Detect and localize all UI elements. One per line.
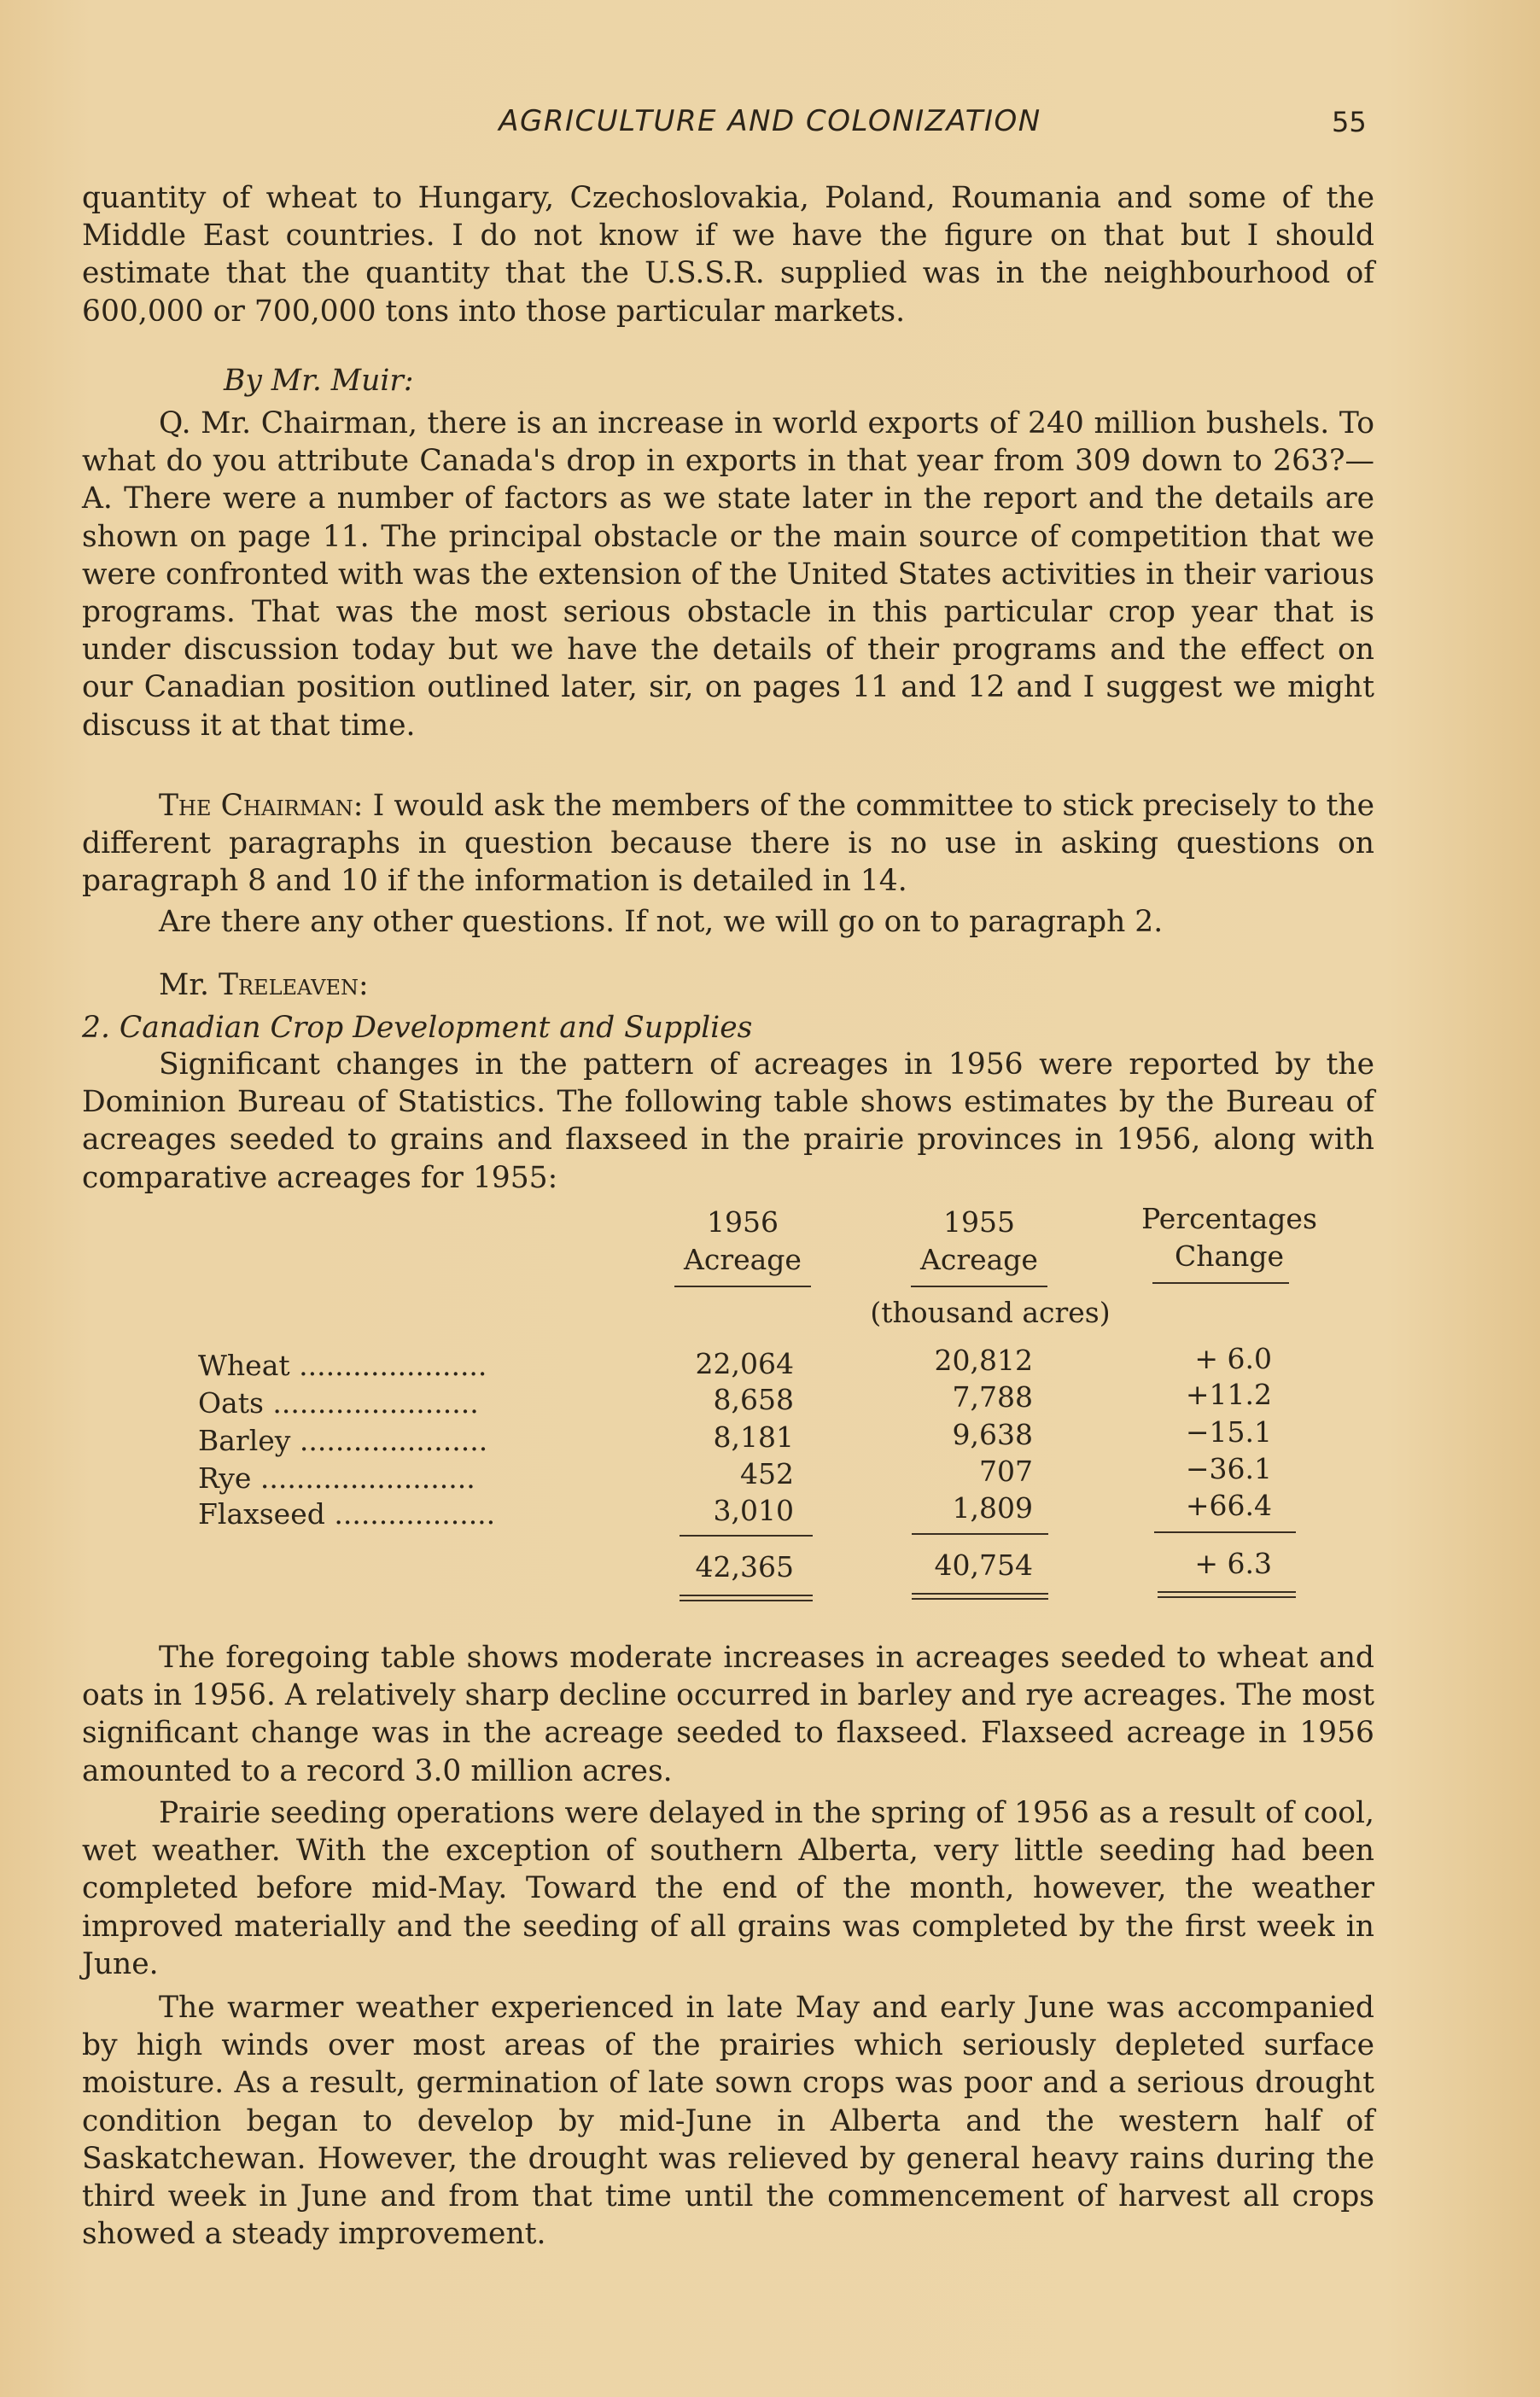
col-header-change: Change [1174,1239,1285,1273]
cell-1956: 3,010 [713,1494,794,1527]
cell-1955: 20,812 [934,1344,1033,1377]
section-heading: 2. Canadian Crop Development and Supplies [82,1011,753,1045]
cell-1956: 8,658 [713,1383,794,1416]
total-rule [1154,1531,1296,1533]
running-header: AGRICULTURE AND COLONIZATION [499,104,1041,138]
row-label-rye: Rye ........................ [198,1461,475,1495]
cell-1955: 7,788 [952,1380,1033,1414]
total-rule [912,1533,1048,1535]
cell-change: −15.1 [1185,1415,1272,1449]
table-commentary-paragraph: The foregoing table shows moderate increases in acreages seeded to wheat and oats in 1956. A relatively sharp decline occurred in barley and rye acreages. The most significant change was in the acreage seeded to flaxseed. Flaxseed acreage in 1956 amounted to a record 3.0 million acres. [82,1641,1374,1788]
row-label-flaxseed: Flaxseed .................. [198,1497,496,1531]
col-header-1956-acreage: Acreage [684,1243,802,1276]
header-rule [1152,1282,1289,1284]
other-questions-paragraph: Are there any other questions. If not, we will go on to paragraph 2. [159,905,1164,939]
cell-change: −36.1 [1185,1452,1272,1485]
speaker-treleaven: Treleaven [218,968,359,1002]
total-1956: 42,365 [695,1550,794,1583]
cell-1955: 9,638 [952,1418,1033,1451]
chairman-paragraph [82,787,1374,901]
col-header-1955-year: 1955 [943,1205,1015,1239]
header-rule [911,1286,1047,1287]
acreage-intro-paragraph: Significant changes in the pattern of acreages in 1956 were reported by the Dominion Bureau of Statistics. The following table shows estimates by the Bureau of acreages seeded to grains and flaxseed in the prairie provinces in 1956, along with comparative acreages for 1955: [82,1047,1374,1195]
cell-change: +11.2 [1185,1378,1272,1411]
double-rule [1158,1596,1296,1598]
paragraph-continuation: quantity of wheat to Hungary, Czechoslovakia, Poland, Roumania and some of the Middle East countries. I do not know if we have the figure on that but I should estimate that the quantity that the U.S.S.R. supplied was in the neighbourhood of 600,000 or 700,000 tons into those particular markets. [82,181,1374,329]
double-rule [912,1593,1048,1595]
speaker-line-treleaven: Mr. Treleaven: [159,968,369,1002]
speaker-chairman: The Chairman [159,789,353,823]
double-rule [1158,1591,1296,1593]
cell-change: + 6.0 [1194,1342,1272,1375]
double-rule [912,1598,1048,1600]
total-change: + 6.3 [1194,1547,1272,1580]
chairman-text: : I would ask the members of the committee to stick precisely to the different paragraphs in question because there is no use in asking questions on paragraph 8 and 10 if the information is detailed in 14. [82,789,1374,899]
col-header-1956-year: 1956 [707,1205,779,1239]
page-number: 55 [1332,106,1367,138]
col-header-percentages: Percentages [1141,1202,1317,1235]
speaker-line-muir: By Mr. Muir: [224,364,414,398]
seeding-paragraph: Prairie seeding operations were delayed in the spring of 1956 as a result of cool, wet weather. With the exception of southern Alberta, very little seeding had been completed before mid-May. Toward the end of the month, however, the weather improved materially and the seeding of all grains was completed by the first week in June. [82,1796,1374,1981]
question-answer-paragraph: Q. Mr. Chairman, there is an increase in world exports of 240 million bushels. To what do you attribute Canada's drop in exports in that year from 309 down to 263?—A. There were a number of factors as we state later in the report and the details are shown on page 11. The principal obstacle or the main source of competition that we were confronted with was the extension of the United States activities in their various programs. That was the most serious obstacle in this particular crop year that is under discussion today but we have the details of their programs and the effect on our Canadian position outlined later, sir, on pages 11 and 12 and I suggest we might discuss it at that time. [82,406,1374,743]
double-rule [680,1595,813,1596]
cell-1956: 22,064 [695,1347,794,1380]
double-rule [680,1600,813,1601]
unit-note: (thousand acres) [870,1296,1111,1329]
row-label-oats: Oats ....................... [198,1386,479,1420]
cell-1955: 707 [979,1455,1033,1488]
total-rule [680,1535,813,1537]
cell-1955: 1,809 [952,1491,1033,1525]
total-1955: 40,754 [934,1548,1033,1582]
cell-1956: 452 [740,1457,794,1490]
weather-paragraph: The warmer weather experienced in late May and early June was accompanied by high winds over most areas of the prairies which seriously depleted surface moisture. As a result, germination of late sown crops was poor and a serious drought condition began to develop by mid-June in Alberta and the western half of Saskatchewan. However, the drought was relieved by general heavy rains during the third week in June and from that time until the commencement of harvest all crops showed a steady improvement. [82,1991,1374,2252]
cell-change: +66.4 [1185,1489,1272,1522]
cell-1956: 8,181 [713,1420,794,1454]
row-label-barley: Barley ..................... [198,1424,488,1457]
row-label-wheat: Wheat ..................... [198,1349,487,1382]
header-rule [674,1286,811,1287]
col-header-1955-acreage: Acreage [920,1243,1038,1276]
